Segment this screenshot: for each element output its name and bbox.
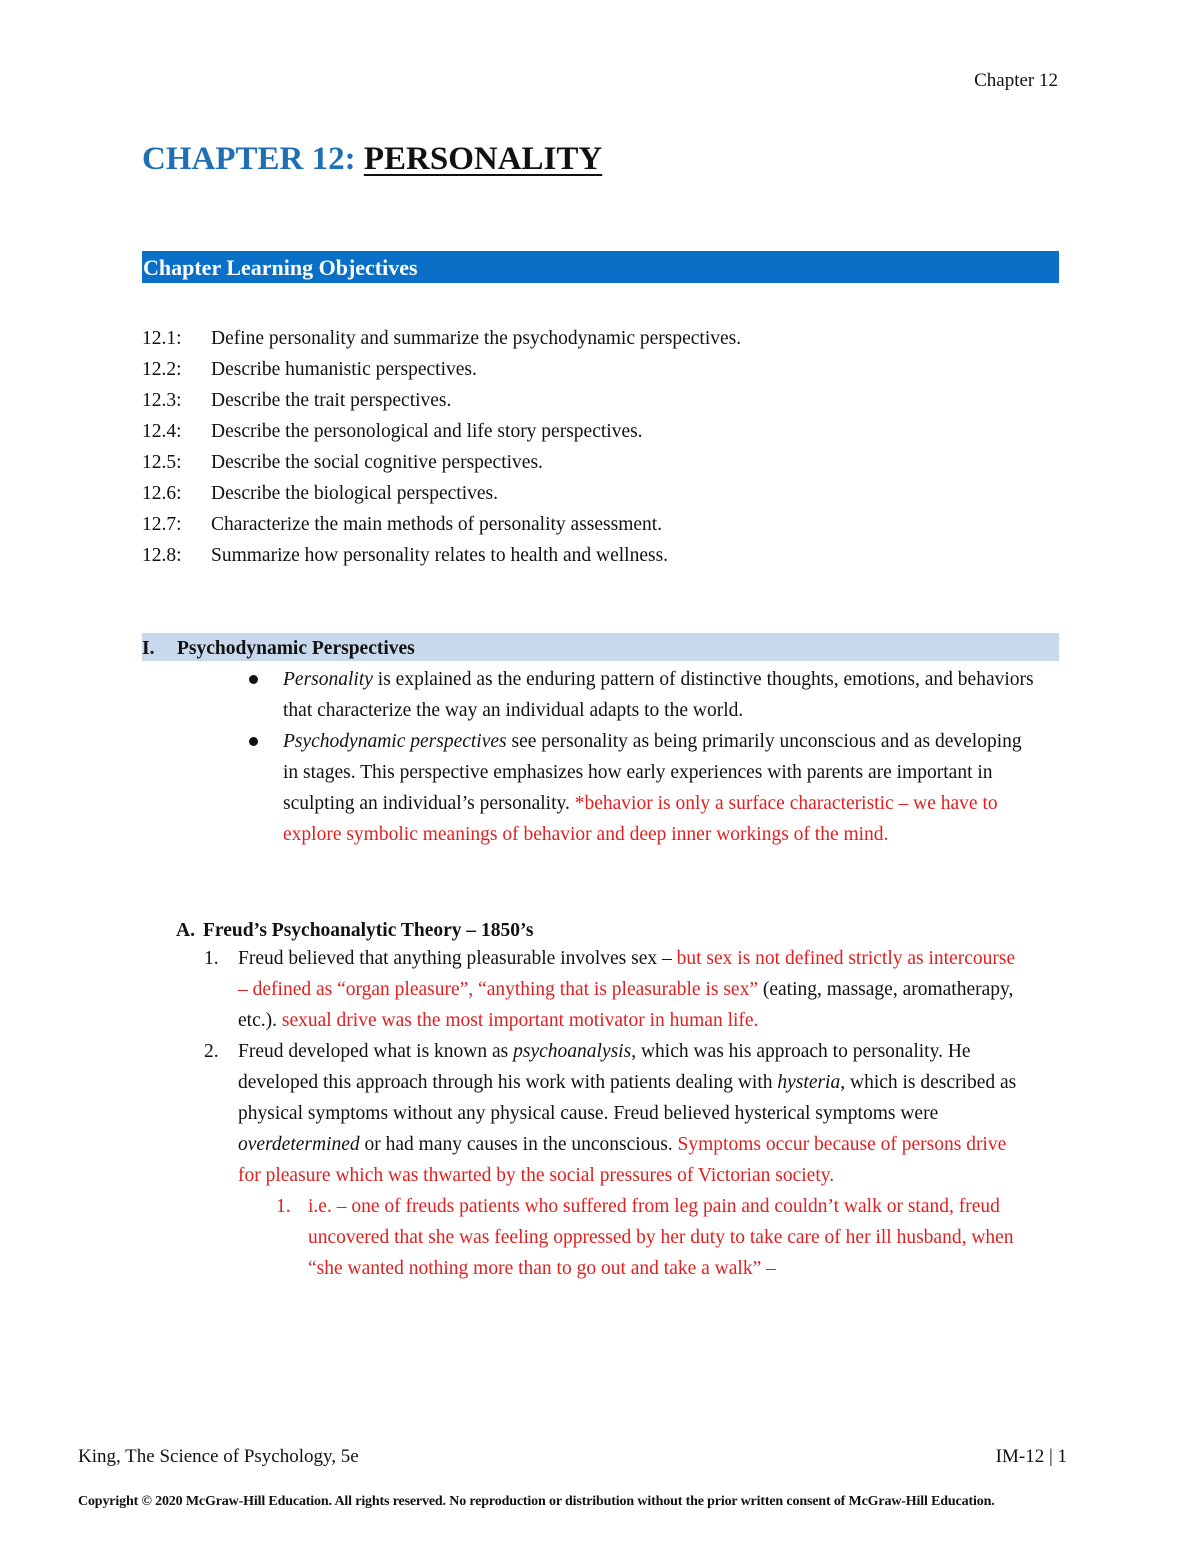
item-number: 1.: [204, 948, 219, 969]
objective-number: 12.3:: [142, 390, 182, 411]
item-text: Freud believed that anything pleasurable involves sex –: [238, 948, 677, 969]
bullet-item-personality: [240, 664, 1040, 726]
bullet-item-psychodynamic: [240, 726, 1040, 850]
section-heading-bar: [142, 633, 1059, 661]
footer-page-number: IM-12 | 1: [995, 1446, 1067, 1467]
annotation-note: *behavior is only a surface characteristic – we have to explore symbolic meanings of behavior and deep inner workings of the mind.: [283, 793, 998, 845]
objectives-heading-bar: [142, 251, 1059, 283]
subsection-title: Freud’s Psychoanalytic Theory – 1850’s: [203, 920, 534, 941]
chapter-label: CHAPTER 12:: [142, 141, 356, 177]
term-overdetermined: overdetermined: [238, 1134, 360, 1155]
objective-text: Describe the biological perspectives.: [211, 483, 498, 504]
objective-text: Summarize how personality relates to health and wellness.: [211, 545, 669, 566]
objective-item: [142, 540, 741, 571]
section-heading: [142, 633, 1059, 664]
copyright-notice: Copyright © 2020 McGraw-Hill Education. All rights reserved. No reproduction or distribution without the prior written consent of McGraw-Hill Education.: [78, 1494, 995, 1509]
annotation-note: but sex is not defined strictly as intercourse – defined as “organ pleasure”, “anything that is pleasurable is sex”: [238, 948, 1016, 1000]
objective-item: [142, 323, 741, 354]
term-psychodynamic-perspectives: Psychodynamic perspectives: [283, 731, 507, 752]
objective-item: [142, 478, 741, 509]
bullet-list: [240, 664, 1040, 850]
section-numeral: I.: [142, 638, 155, 659]
bullet-icon: [249, 737, 258, 746]
section-title: Psychodynamic Perspectives: [177, 638, 415, 659]
objective-number: 12.2:: [142, 359, 182, 380]
bullet-icon: [249, 675, 258, 684]
chapter-title: [142, 140, 602, 180]
objectives-heading: Chapter Learning Objectives: [143, 255, 418, 280]
objective-text: Describe the personological and life story perspectives.: [211, 421, 643, 442]
nested-item-number: 1.: [276, 1196, 291, 1217]
objective-text: Define personality and summarize the psychodynamic perspectives.: [211, 328, 742, 349]
item-number: 2.: [204, 1041, 219, 1062]
objective-number: 12.1:: [142, 328, 182, 349]
nested-item: [238, 1191, 1026, 1284]
objective-number: 12.7:: [142, 514, 182, 535]
numbered-item: [196, 1036, 1026, 1284]
subsection-letter: A.: [176, 920, 195, 941]
objective-number: 12.4:: [142, 421, 182, 442]
annotation-note: sexual drive was the most important motivator in human life.: [281, 1010, 759, 1031]
objective-text: Describe the social cognitive perspectives.: [211, 452, 543, 473]
nested-item-text: i.e. – one of freuds patients who suffered from leg pain and couldn’t walk or stand, freud uncovered that she was feeling oppressed by her duty to take care of her ill husband, when “she wanted nothing more than to go out and take a walk” –: [308, 1196, 1014, 1279]
running-header: Chapter 12: [974, 70, 1058, 91]
nested-list: [238, 1191, 1026, 1284]
item-text: , which was his approach to personality. He developed this approach through his work with patients dealing with: [238, 1041, 971, 1093]
objective-text: Describe the trait perspectives.: [211, 390, 452, 411]
bullet-text: see personality as being primarily unconscious and as developing in stages. This perspective emphasizes how early experiences with parents are important in sculpting an individual’s personality.: [283, 731, 1022, 814]
term-hysteria: hysteria: [777, 1072, 841, 1093]
objective-number: 12.6:: [142, 483, 182, 504]
item-text-cont: (eating, massage, aromatherapy, etc.).: [238, 979, 1014, 1031]
item-text: Freud developed what is known as: [238, 1041, 514, 1062]
objective-item: [142, 447, 741, 478]
objective-number: 12.8:: [142, 545, 182, 566]
objective-item: [142, 509, 741, 540]
item-text: , which is described as physical symptoms without any physical cause. Freud believed hysterical symptoms were: [238, 1072, 1017, 1124]
objective-item: [142, 385, 741, 416]
annotation-note: Symptoms occur because of persons drive for pleasure which was thwarted by the social pressures of Victorian society.: [238, 1134, 1007, 1186]
objectives-list: [142, 323, 741, 571]
subsection-heading: [176, 915, 533, 946]
objective-text: Characterize the main methods of personality assessment.: [211, 514, 663, 535]
term-personality: Personality: [283, 669, 373, 690]
term-psychoanalysis: psychoanalysis: [513, 1041, 632, 1062]
objective-item: [142, 354, 741, 385]
item-text: or had many causes in the unconscious.: [359, 1134, 678, 1155]
objective-text: Describe humanistic perspectives.: [211, 359, 477, 380]
footer-source: King, The Science of Psychology, 5e: [78, 1446, 359, 1467]
objective-number: 12.5:: [142, 452, 182, 473]
objective-item: [142, 416, 741, 447]
bullet-text: is explained as the enduring pattern of distinctive thoughts, emotions, and behaviors that characterize the way an individual adapts to the world.: [283, 669, 1034, 721]
chapter-topic: PERSONALITY: [363, 141, 603, 177]
numbered-list: [196, 943, 1026, 1284]
numbered-item: [196, 943, 1026, 1036]
